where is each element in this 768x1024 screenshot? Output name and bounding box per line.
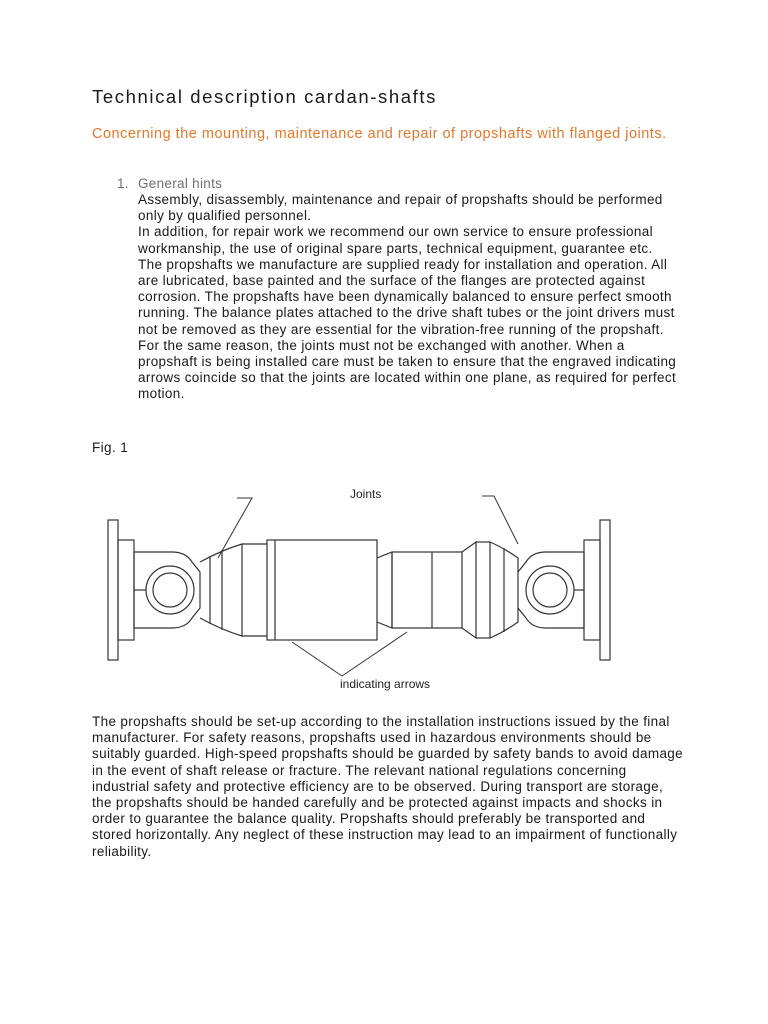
shaft-tube bbox=[267, 540, 476, 640]
right-joint bbox=[476, 542, 584, 638]
figure-label: Fig. 1 bbox=[92, 440, 129, 455]
section-heading: General hints bbox=[138, 176, 223, 191]
closing-paragraph: The propshafts should be set-up according to the installation instructions issued by the final manufacturer. For safety reasons, propshafts used in hazardous environments should be suitably guarded. High-speed propshafts should be guarded by safety bands to avoid damage in the event of shaft release or fracture. The relevant national regulations concerning industrial safety and protective efficiency are to be observed. During transport are storage, the propshafts should be handed carefully and be protected against impacts and shocks in order to guarantee the balance quality. Propshafts should preferably be transported and stored horizontally. Any neglect of these instruction may lead to an impairment of functionally reliability. bbox=[92, 714, 684, 859]
callout-indicating-arrows: indicating arrows bbox=[340, 677, 431, 691]
section-number: 1. bbox=[117, 176, 129, 191]
callout-joints: Joints bbox=[350, 487, 382, 501]
document-subtitle: Concerning the mounting, maintenance and repair of propshafts with flanged joints. bbox=[92, 126, 667, 142]
section-paragraph-1: Assembly, disassembly, maintenance and repair of propshafts should be performed only by qualified personnel. bbox=[138, 192, 663, 224]
section-paragraph-2: In addition, for repair work we recommend our own service to ensure professional workmanship, the use of original spare parts, technical equipment, guarantee etc. The propshafts we manufacture are supplied ready for installation and operation. All are lubricated, base painted and the surface of the flanges are protected against corrosion. The propshafts have been dynamically balanced to ensure perfect smooth running. The balance plates attached to the drive shaft tubes or the joint drivers must not be removed as they are essential for the vibration-free running of the propshaft. For the same reason, the joints must not be exchanged with another. When a propshaft is being installed care must be taken to ensure that the engraved indicating arrows coincide so that the joints are located within one plane, as required for perfect motion. bbox=[138, 224, 677, 402]
section-body bbox=[138, 192, 678, 403]
callout-lines bbox=[218, 496, 518, 676]
document-title: Technical description cardan-shafts bbox=[92, 86, 437, 107]
left-flange bbox=[108, 520, 134, 660]
propshaft-figure bbox=[92, 480, 632, 695]
left-joint bbox=[134, 544, 267, 636]
right-flange bbox=[584, 520, 610, 660]
